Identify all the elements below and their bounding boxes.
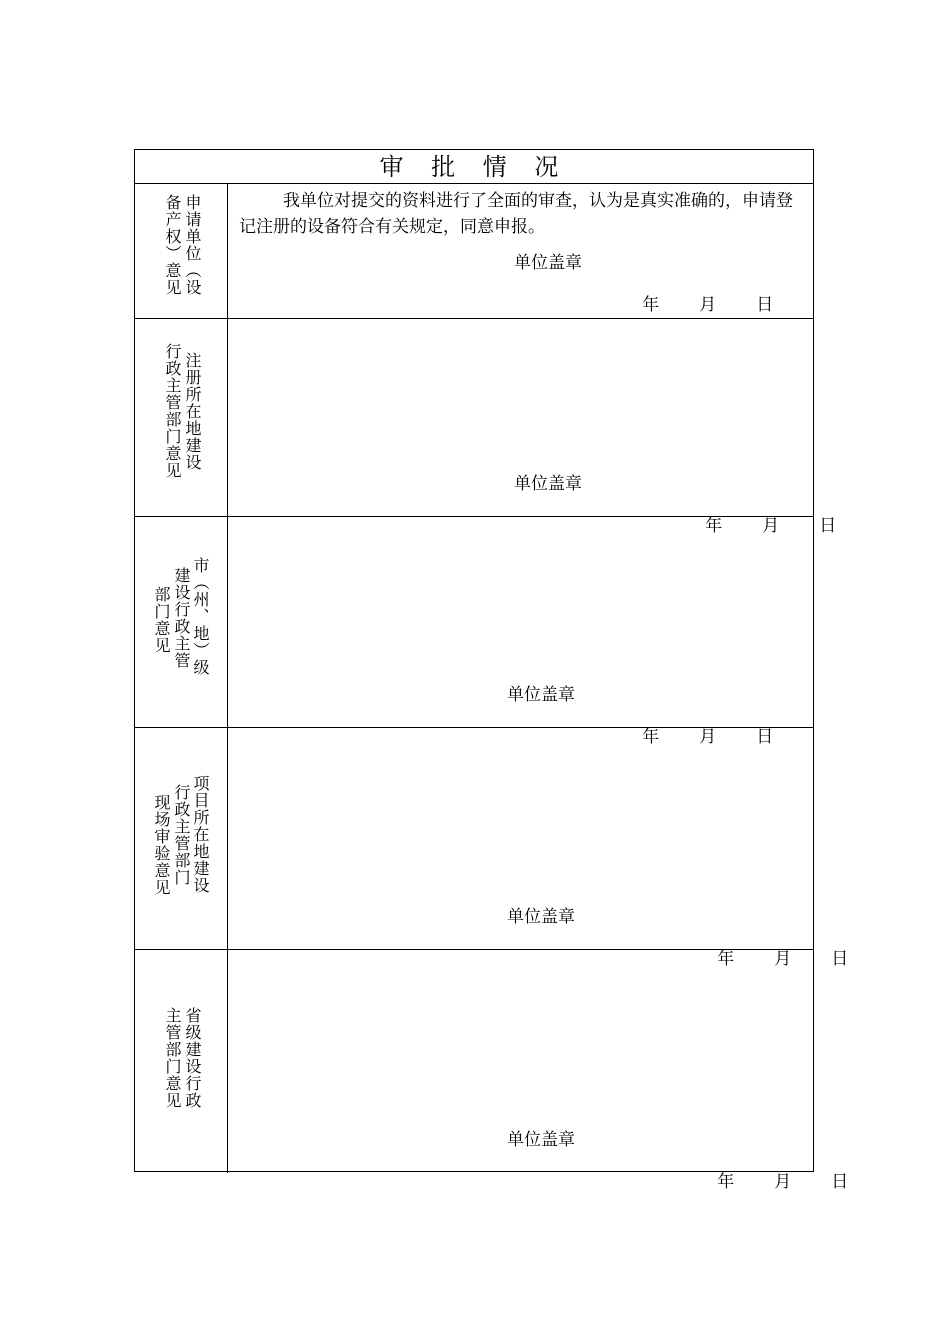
declaration-text: 我单位对提交的资料进行了全面的审查，认为是真实准确的，申请登记注册的设备符合有关规定，同意申报。 [239,191,793,237]
row-applicant-opinion [135,184,813,319]
day-label: 日 [756,727,774,747]
title-row [135,150,813,184]
row-label-line: 市（州、地）级 [191,557,210,676]
unit-seal-label: 单位盖章 [514,474,582,494]
row-label-line: 行政主管部门意见 [163,343,182,479]
year-label: 年 [642,295,660,315]
year-label: 年 [642,727,660,747]
row-label-line: 行政主管部门 [172,784,191,886]
unit-seal-label: 单位盖章 [507,1130,575,1150]
row-label-cell [135,950,228,1173]
row-label-cell [135,184,228,318]
unit-seal-label: 单位盖章 [507,685,575,705]
day-label: 日 [756,295,774,315]
month-label: 月 [774,1172,792,1192]
row-onsite-opinion [135,728,849,969]
unit-seal-label: 单位盖章 [514,253,582,273]
opinion-cell[interactable] [229,184,813,318]
opinion-cell[interactable] [229,517,813,747]
row-provincial-opinion [135,950,849,1192]
day-label: 日 [831,1172,849,1192]
row-label-line: 备产权）意见 [163,194,182,296]
row-label-cell [135,517,228,727]
row-label-line: 申请单位（设 [183,194,202,296]
year-label: 年 [717,949,735,969]
row-label-cell [135,319,228,516]
date-line [674,1152,848,1212]
approval-table [134,149,849,1192]
month-label: 月 [774,949,792,969]
row-label-line: 省级建设行政 [183,1007,202,1109]
row-label-line: 项目所在地建设 [191,775,210,894]
opinion-cell[interactable] [229,728,849,969]
day-label: 日 [831,949,849,969]
month-label: 月 [762,516,780,536]
year-label: 年 [717,1172,735,1192]
row-label-cell [135,728,228,949]
day-label: 日 [819,516,837,536]
year-label: 年 [705,516,723,536]
table-title: 审 批 情 况 [379,153,569,181]
opinion-cell[interactable] [229,319,837,536]
unit-seal-label: 单位盖章 [507,907,575,927]
row-registration-opinion [135,319,837,536]
row-label-line: 部门意见 [152,586,171,654]
row-label-line: 现场审验意见 [152,794,171,896]
row-city-opinion [135,517,813,747]
row-label-line: 注册所在地建设 [183,352,202,471]
row-label-line: 建设行政主管 [172,567,191,669]
month-label: 月 [699,727,717,747]
opinion-cell[interactable] [229,950,849,1192]
month-label: 月 [699,295,717,315]
row-label-line: 主管部门意见 [163,1007,182,1109]
